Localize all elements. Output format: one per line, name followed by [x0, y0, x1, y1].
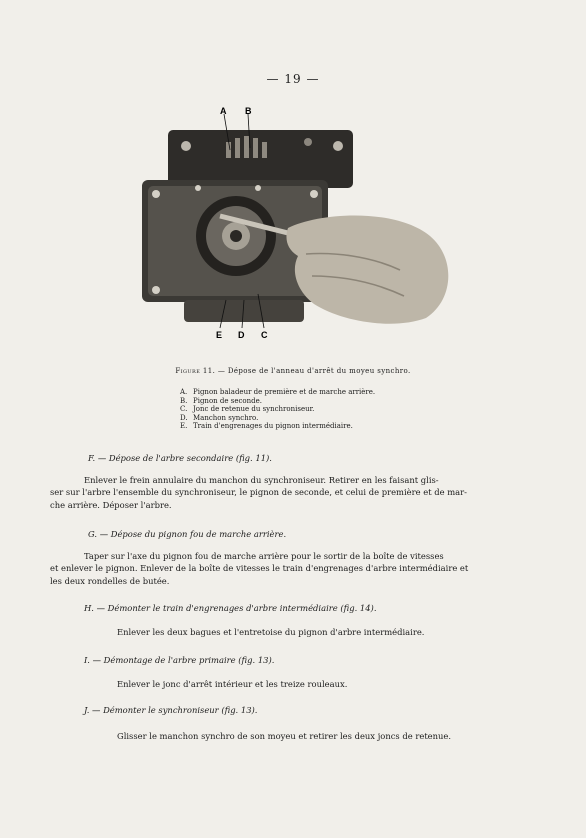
section-j-heading: J. — Démonter le synchroniseur (fig. 13).: [84, 705, 258, 715]
section-i-heading: I. — Démontage de l'arbre primaire (fig. 13).: [84, 655, 275, 665]
caption-label: Figure 11.: [175, 367, 216, 375]
legend-item: A. Pignon baladeur de première et de marche arrière.: [180, 388, 376, 396]
legend-item: C. Jonc de retenue du synchroniseur.: [180, 405, 315, 414]
section-i-text: Enlever le jonc d'arrêt intérieur et les treize rouleaux.: [117, 679, 348, 689]
legend-item: D. Manchon synchro.: [180, 413, 259, 422]
callout-b: B: [245, 106, 252, 116]
section-f-heading: F. — Dépose de l'arbre secondaire (fig. 11).: [88, 453, 272, 463]
legend-item: B. Pignon de seconde.: [180, 396, 262, 405]
section-h-text: Enlever les deux bagues et l'entretoise du pignon d'arbre intermédiaire.: [117, 627, 425, 637]
page-number: — 19 —: [266, 72, 320, 86]
callout-c: C: [261, 330, 268, 340]
section-f-text: Enlever le frein annulaire du manchon du synchroniseur. Retirer en les faisant glis- ser sur l'arbre l'ensemble du synchroniseur, le pignon de seconde, et celui de première et de mar- che arrière. Déposer l'arbre.: [50, 475, 467, 510]
section-j-text: Glisser le manchon synchro de son moyeu et retirer les deux joncs de retenue.: [117, 731, 452, 741]
figure-caption: [0, 367, 586, 375]
figure-legend: [180, 388, 375, 431]
callout-e: E: [216, 330, 223, 340]
legend-item: E. Train d'engrenages du pignon intermédiaire.: [180, 422, 353, 431]
section-g-heading: G. — Dépose du pignon fou de marche arrière.: [88, 529, 287, 539]
section-g-text: Taper sur l'axe du pignon fou de marche arrière pour le sortir de la boîte de vitesses et enlever le pignon. Enlever de la boîte de vitesses le train d'engrenages d'arbre intermédiaire et les deux rondelles de butée.: [50, 551, 469, 586]
callout-d: D: [238, 330, 245, 340]
caption-text: — Dépose de l'anneau d'arrêt du moyeu synchro.: [215, 367, 411, 375]
callout-a: A: [220, 106, 227, 116]
section-h-heading: H. — Démonter le train d'engrenages d'arbre intermédiaire (fig. 14).: [84, 603, 377, 613]
gearbox-photo: [138, 104, 458, 354]
